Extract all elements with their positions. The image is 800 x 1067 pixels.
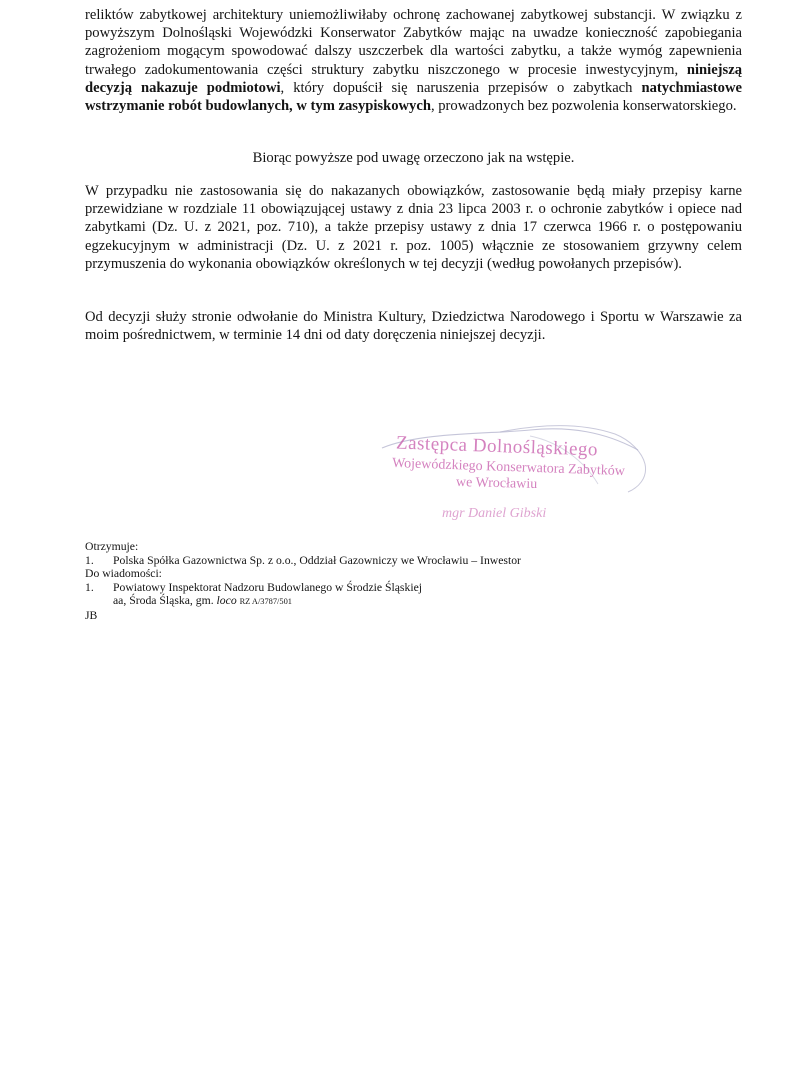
appeal-paragraph: Od decyzji służy stronie odwołanie do Ministra Kultury, Dziedzictwa Narodowego i Sportu w Warszawie za moim pośrednictwem, w terminie 14 dni od daty doręczenia niniejszej decyzji. xyxy=(85,309,742,344)
recipient-text: Polska Spółka Gazownictwa Sp. z o.o., Oddział Gazowniczy we Wrocławiu – Inwestor xyxy=(113,553,521,567)
decision-text-part3: , prowadzonych bez pozwolenia konserwatorskiego. xyxy=(430,98,737,115)
archive-line xyxy=(85,594,521,609)
recipients-heading: Otrzymuje: xyxy=(85,540,139,553)
decision-text-part2: , który dopuścił się naruszenia przepisów o zabytkach xyxy=(280,79,642,96)
ruling-paragraph: Biorąc powyższe pod uwagę orzeczono jak na wstępie. xyxy=(252,150,575,166)
recipient-item xyxy=(85,554,521,568)
stamp-signatory: mgr Daniel Gibski xyxy=(442,506,547,521)
official-stamp xyxy=(380,422,650,532)
stamp-title-line: Zastępca Dolnośląskiego xyxy=(395,432,599,461)
decision-paragraph xyxy=(85,6,742,115)
stamp-city-line: we Wrocławiu xyxy=(455,474,538,493)
decision-bold-order: niniejszą decyzją nakazuje podmiotowi xyxy=(85,61,742,96)
decision-bold-halt: natychmiastowe wstrzymanie robót budowlanych, w tym zasypiskowych xyxy=(85,79,742,115)
recipient-number: 1. xyxy=(85,553,94,567)
stamp-office-line: Wojewódzkiego Konserwatora Zabytków xyxy=(391,455,626,480)
archive-prefix: aa, Środa Śląska, gm. xyxy=(113,594,217,608)
decision-text-part1: reliktów zabytkowej architektury uniemożliwiłaby ochronę zachowanej zabytkowej substancji. W związku z powyższym Dolnośląski Wojewódzki Konserwator Zabytków mając na uwadze konieczność zapobiegania zagrożeniom mogącym spowodować dalszy uszczerbek dla wartości zabytku, a także wymóg zapewnienia trwałego zadokumentowania części struktury zabytku niszczonego w procesie inwestycyjnym, xyxy=(85,7,742,78)
cc-text: Powiatowy Inspektorat Nadzoru Budowlanego w Środzie Śląskiej xyxy=(113,580,423,594)
author-initials: JB xyxy=(85,608,98,622)
recipients-block xyxy=(85,540,521,623)
penalty-paragraph: W przypadku nie zastosowania się do nakazanych obowiązków, zastosowanie będą miały przepisy karne przewidziane w rozdziale 11 obowiązującej ustawy z dnia 23 lipca 2003 r. o ochronie zabytków i opiece nad zabytkami (Dz. U. z 2021, poz. 710), a także przepisy ustawy z dnia 17 czerwca 1966 r. o postępowaniu egzekucyjnym w administracji (Dz. U. z 2021 r. poz. 1005) włącznie ze stosowaniem grzywny celem przymuszenia do wykonania obowiązków określonych w tej decyzji (według powołanych przepisów). xyxy=(85,183,742,272)
cc-heading: Do wiadomości: xyxy=(85,567,162,581)
archive-reference: RZ A/3787/501 xyxy=(239,597,292,607)
archive-loco: loco xyxy=(216,594,237,608)
cc-number: 1. xyxy=(85,580,94,594)
cc-item xyxy=(85,581,521,595)
